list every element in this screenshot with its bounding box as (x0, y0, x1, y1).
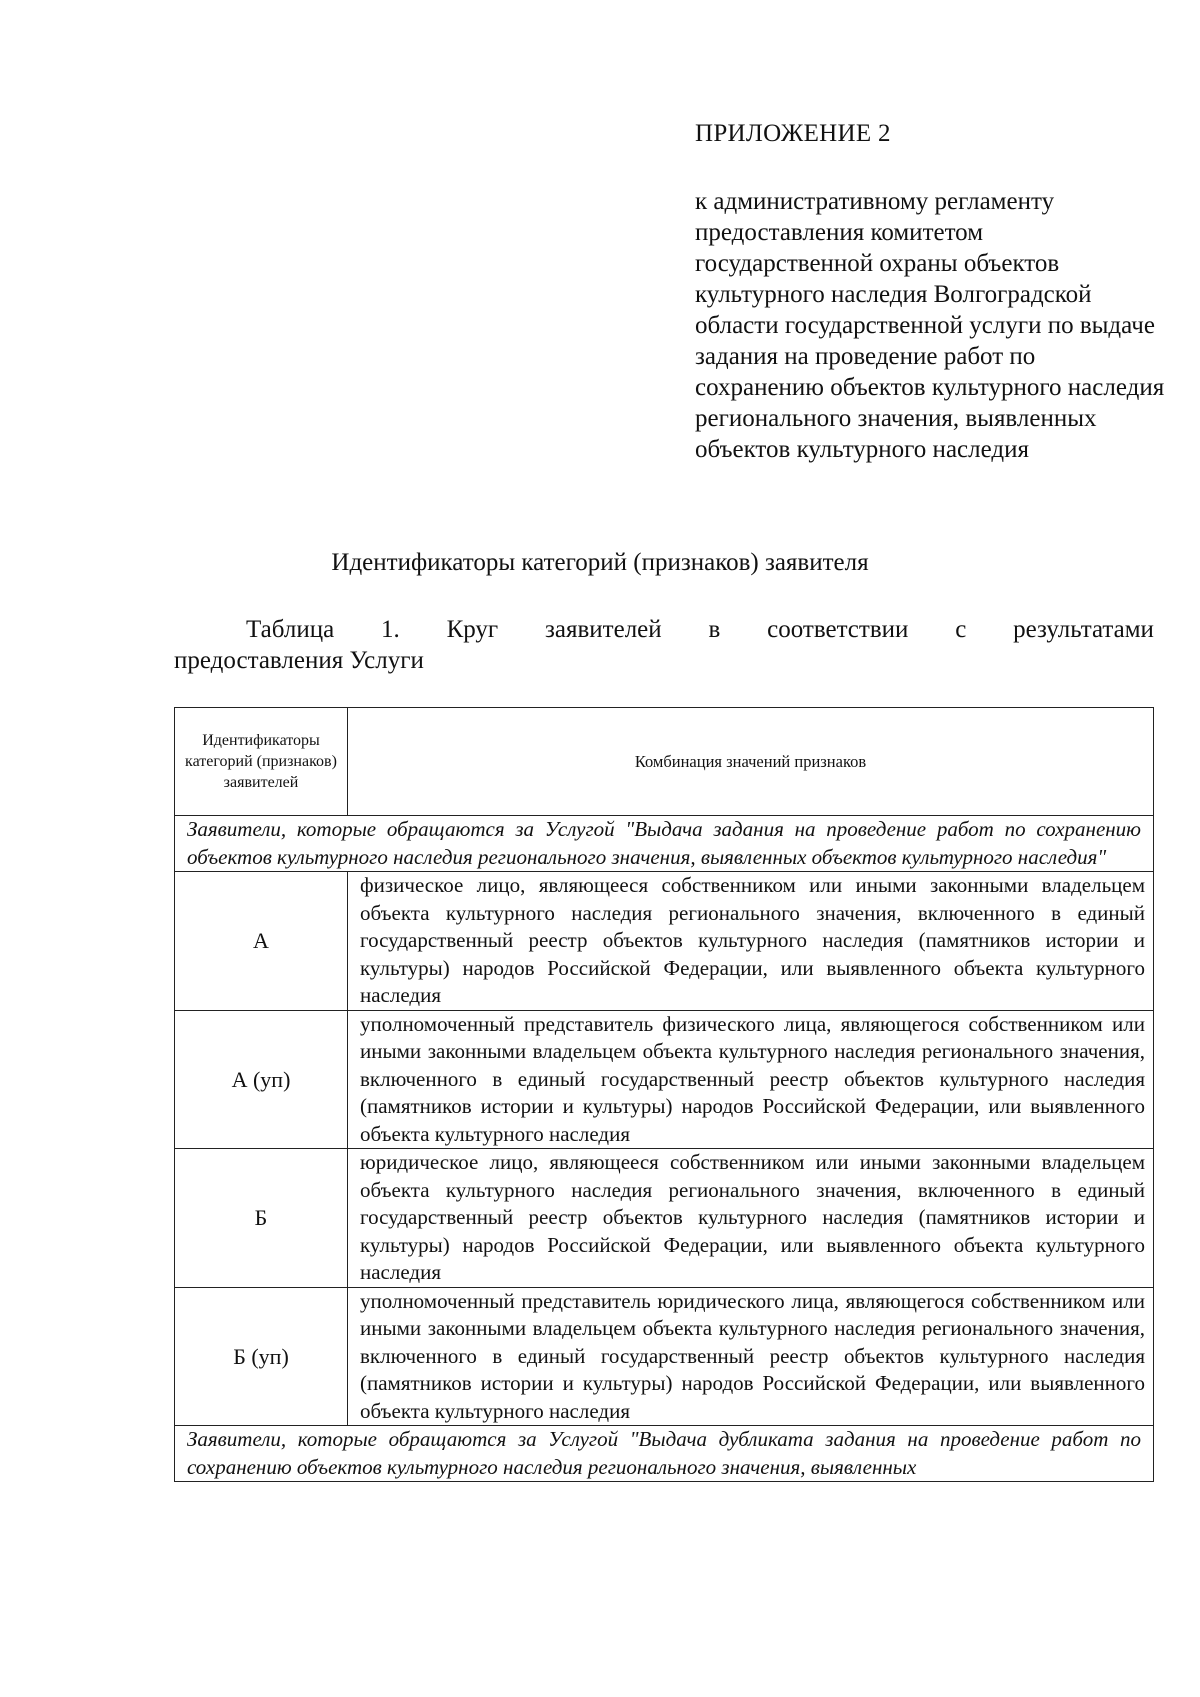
applicant-code: А (175, 872, 348, 1011)
section-title-issue: Заявители, которые обращаются за Услугой "Выдача задания на проведение работ по сохранению объектов культурного наследия регионального значения, выявленных объектов культурного наследия" (175, 816, 1154, 872)
caption-word: 1. (381, 616, 400, 643)
annex-reference: к административному регламенту предоставления комитетом государственной охраны объектов культурного наследия Волгоградской области государственной услуги по выдаче задания на проведение работ по сохранению объектов культурного наследия регионального значения, выявленных объектов культурного наследия (695, 188, 1165, 463)
caption-word: в (708, 616, 721, 643)
header-combination: Комбинация значений признаков (348, 708, 1154, 816)
section-row (175, 816, 1154, 872)
applicant-description: уполномоченный представитель физического лица, являющегося собственником или иными законными владельцем объекта культурного наследия регионального значения, включенного в единый государственный реестр объектов культурного наследия (памятников истории и культуры) народов Российской Федерации, или выявленного объекта культурного наследия (348, 1010, 1154, 1149)
section-row (175, 1426, 1154, 1482)
section-title-duplicate: Заявители, которые обращаются за Услугой "Выдача дубликата задания на проведение работ по сохранению объектов культурного наследия регионального значения, выявленных (175, 1426, 1154, 1482)
applicant-description: уполномоченный представитель юридического лица, являющегося собственником или иными законными владельцем объекта культурного наследия регионального значения, включенного в единый государственный реестр объектов культурного наследия (памятников истории и культуры) народов Российской Федерации, или выявленного объекта культурного наследия (348, 1287, 1154, 1426)
table-caption (174, 614, 1154, 676)
applicant-code: А (уп) (175, 1010, 348, 1149)
applicant-description: юридическое лицо, являющееся собственником или иными законными владельцем объекта культурного наследия регионального значения, включенного в единый государственный реестр объектов культурного наследия (памятников истории и культуры) народов Российской Федерации, или выявленного объекта культурного наследия (348, 1149, 1154, 1288)
caption-word: соответствии (767, 616, 909, 643)
applicant-code: Б (175, 1149, 348, 1288)
document-heading: Идентификаторы категорий (признаков) заявителя (331, 549, 869, 576)
applicant-description: физическое лицо, являющееся собственником или иными законными владельцем объекта культурного наследия регионального значения, включенного в единый государственный реестр объектов культурного наследия (памятников истории и культуры) народов Российской Федерации, или выявленного объекта культурного наследия (348, 872, 1154, 1011)
applicant-code: Б (уп) (175, 1287, 348, 1426)
table-row (175, 872, 1154, 1011)
table-row (175, 1010, 1154, 1149)
applicants-table (174, 707, 1154, 1482)
table-caption-line-1 (174, 614, 1154, 645)
header-id: Идентификаторы категорий (признаков) заявителей (175, 708, 348, 816)
caption-word: заявителей (545, 616, 662, 643)
table-row (175, 1287, 1154, 1426)
caption-word: результатами (1013, 616, 1154, 643)
caption-word: Круг (446, 616, 499, 643)
caption-word: с (955, 616, 967, 643)
table-caption-line-2: предоставления Услуги (174, 647, 424, 674)
table-row (175, 1149, 1154, 1288)
annex-title: ПРИЛОЖЕНИЕ 2 (695, 120, 891, 147)
table-header-row (175, 708, 1154, 816)
caption-word: Таблица (246, 616, 335, 643)
